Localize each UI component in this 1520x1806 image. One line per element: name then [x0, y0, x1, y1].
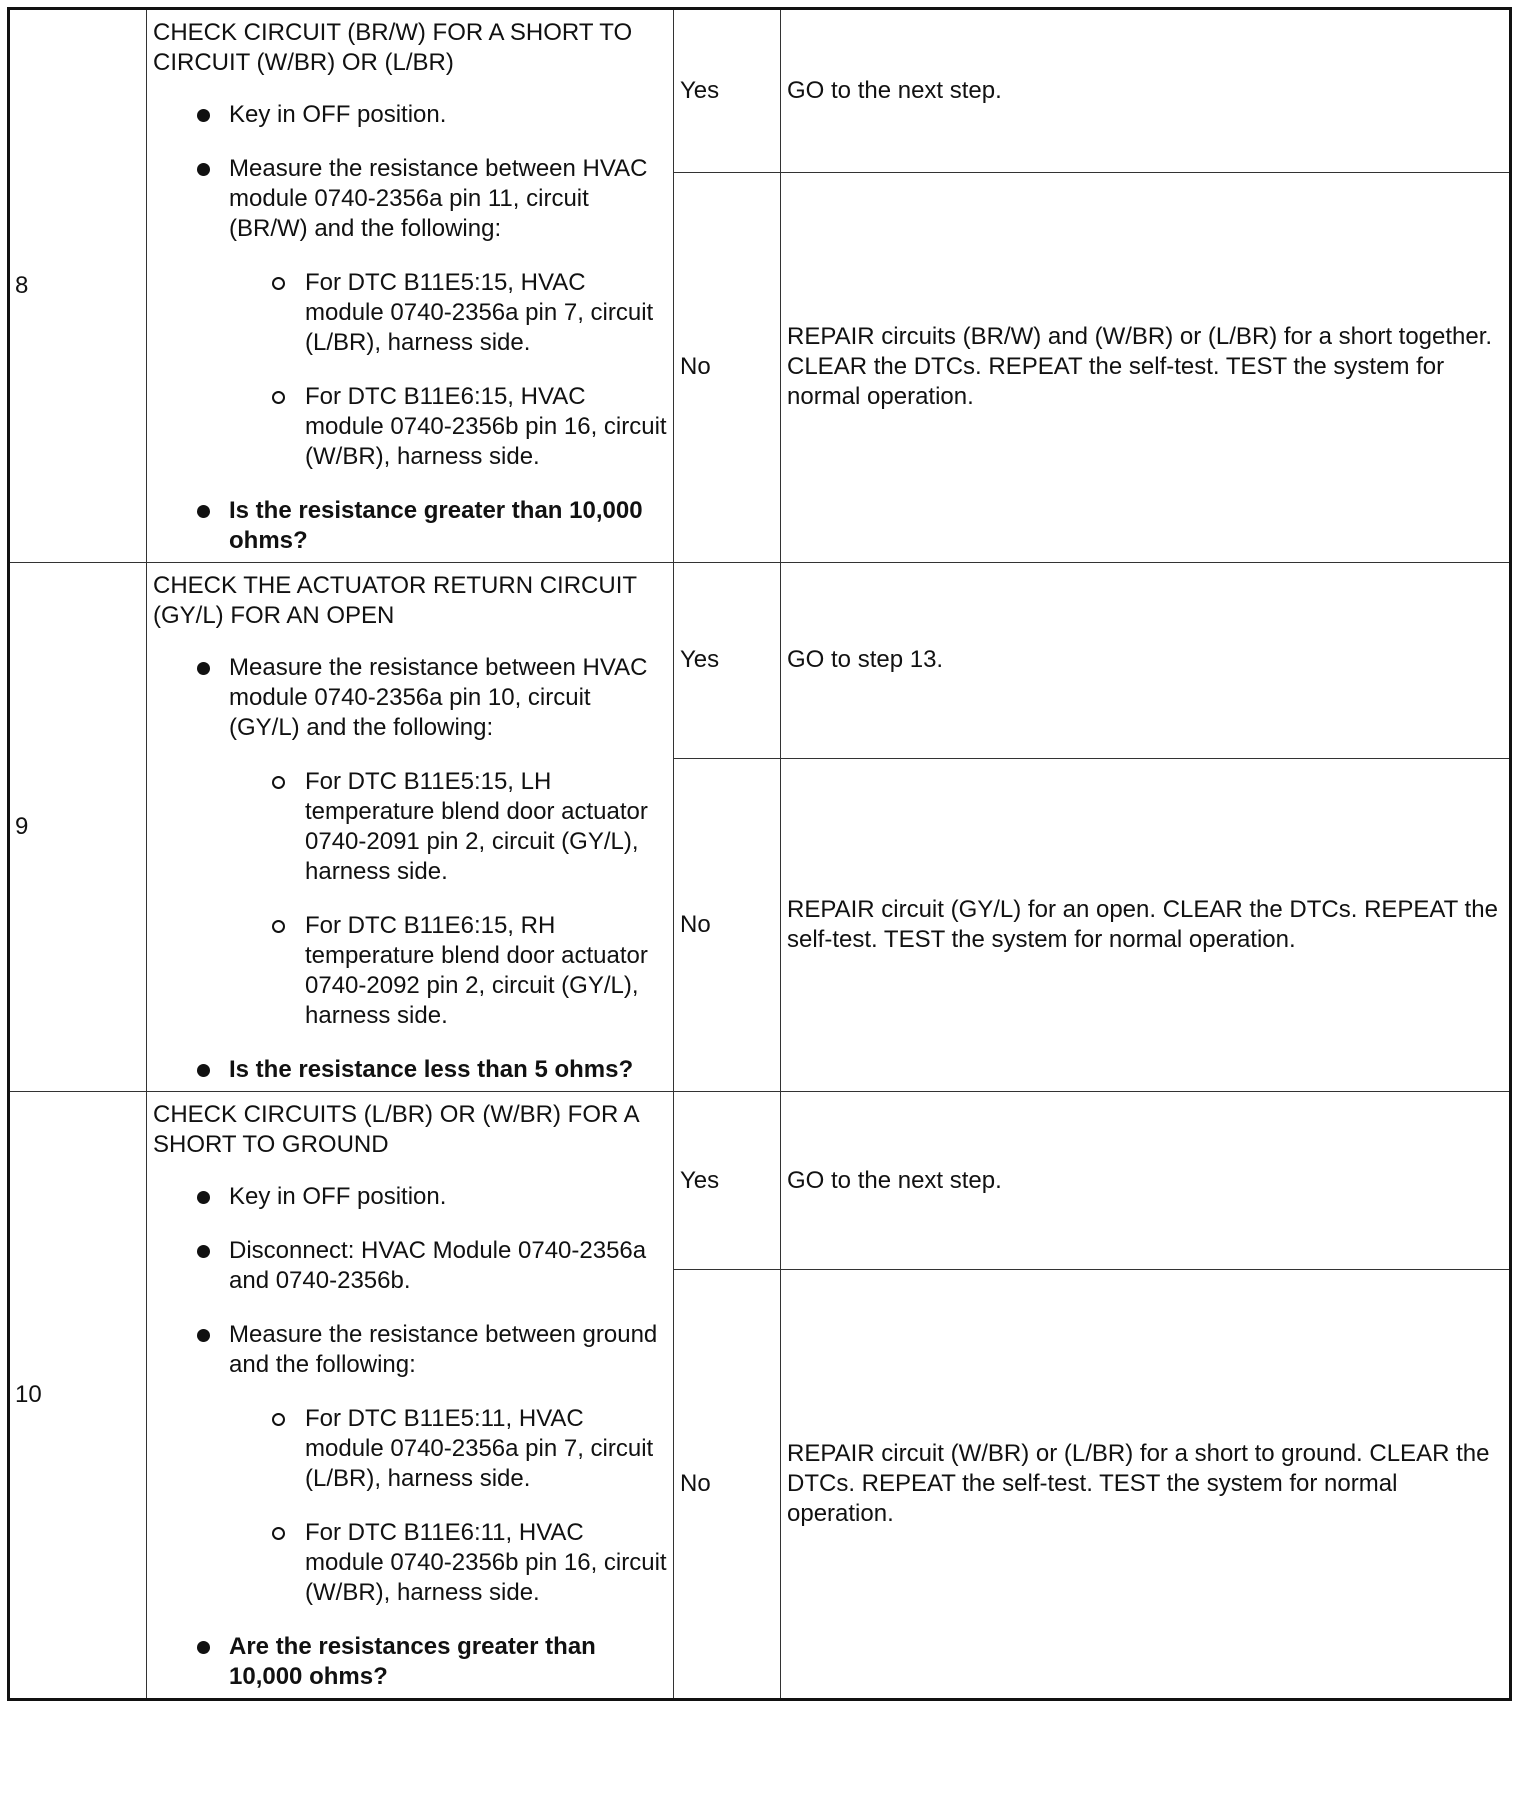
- answer-no-label: No: [680, 1470, 711, 1498]
- circle-bullet-icon: [272, 391, 285, 404]
- question-text: Is the resistance greater than 10,000 ohms?: [229, 497, 643, 554]
- bullet-icon: [197, 1329, 210, 1342]
- bullet-icon: [197, 1245, 210, 1258]
- answer-yes-label: Yes: [680, 646, 720, 674]
- question-text: Is the resistance less than 5 ohms?: [229, 1056, 634, 1083]
- procedure-item: [229, 154, 667, 472]
- procedure-item-text: Measure the resistance between HVAC module 0740-2356a pin 10, circuit (GY/L) and the following:: [229, 654, 648, 741]
- action-no: [781, 758, 1511, 1091]
- test-procedure-cell: [147, 9, 674, 563]
- answer-yes: [674, 1092, 781, 1270]
- procedure-item: [229, 1236, 667, 1296]
- action-yes-text: GO to the next step.: [787, 76, 1002, 104]
- procedure-item-text: Measure the resistance between ground and the following:: [229, 1321, 658, 1378]
- step-row-yes: [9, 563, 1511, 759]
- action-yes: [781, 563, 1511, 759]
- procedure-question: [229, 1055, 667, 1085]
- answer-yes-label: Yes: [680, 1166, 720, 1194]
- procedure-item: [229, 653, 667, 1031]
- circle-bullet-icon: [272, 277, 285, 290]
- action-no-text: REPAIR circuit (GY/L) for an open. CLEAR the DTCs. REPEAT the self-test. TEST the system for normal operation.: [787, 895, 1498, 953]
- bullet-icon: [197, 1064, 210, 1077]
- procedure-question: [229, 496, 667, 556]
- circle-bullet-icon: [272, 1413, 285, 1426]
- procedure-item-text: Key in OFF position.: [229, 1183, 447, 1210]
- sub-procedure-item: [305, 1518, 667, 1608]
- circle-bullet-icon: [272, 1527, 285, 1540]
- procedure-item-text: Disconnect: HVAC Module 0740-2356a and 0740-2356b.: [229, 1237, 647, 1294]
- diagnostic-test-table: [7, 7, 1512, 1701]
- question-text: Are the resistances greater than 10,000 ohms?: [229, 1633, 596, 1690]
- answer-yes: [674, 563, 781, 759]
- action-no-text: REPAIR circuits (BR/W) and (W/BR) or (L/BR) for a short together. CLEAR the DTCs. REPEAT the self-test. TEST the system for normal operation.: [787, 323, 1493, 411]
- answer-no: [674, 758, 781, 1091]
- sub-procedure-list: [229, 268, 667, 472]
- sub-procedure-text: For DTC B11E6:15, HVAC module 0740-2356b pin 16, circuit (W/BR), harness side.: [305, 383, 667, 470]
- action-no-text: REPAIR circuit (W/BR) or (L/BR) for a short to ground. CLEAR the DTCs. REPEAT the self-test. TEST the system for normal operation.: [787, 1440, 1490, 1528]
- procedure-list: [153, 100, 667, 556]
- step-number: [9, 9, 147, 563]
- answer-yes: [674, 9, 781, 173]
- procedure-item: [229, 1182, 667, 1212]
- action-no: [781, 1270, 1511, 1700]
- action-no: [781, 172, 1511, 562]
- sub-procedure-list: [229, 767, 667, 1031]
- answer-no-label: No: [680, 910, 711, 938]
- procedure-item: [229, 1320, 667, 1608]
- answer-no-label: No: [680, 353, 711, 381]
- test-title: CHECK CIRCUIT (BR/W) FOR A SHORT TO CIRCUIT (W/BR) OR (L/BR): [153, 19, 633, 76]
- step-row-yes: [9, 9, 1511, 173]
- sub-procedure-item: [305, 268, 667, 358]
- procedure-item-text: Measure the resistance between HVAC module 0740-2356a pin 11, circuit (BR/W) and the following:: [229, 155, 648, 242]
- sub-procedure-text: For DTC B11E6:11, HVAC module 0740-2356b pin 16, circuit (W/BR), harness side.: [305, 1519, 667, 1606]
- sub-procedure-item: [305, 1404, 667, 1494]
- step-number-text: 10: [15, 1381, 42, 1408]
- action-yes-text: GO to the next step.: [787, 1166, 1002, 1194]
- step-number: [9, 563, 147, 1092]
- test-procedure-cell: [147, 563, 674, 1092]
- action-yes: [781, 1092, 1511, 1270]
- procedure-list: [153, 1182, 667, 1692]
- step-number-text: 9: [15, 813, 29, 840]
- bullet-icon: [197, 1191, 210, 1204]
- sub-procedure-text: For DTC B11E5:15, HVAC module 0740-2356a pin 7, circuit (L/BR), harness side.: [305, 269, 654, 356]
- step-number-text: 8: [15, 272, 29, 299]
- sub-procedure-item: [305, 911, 667, 1031]
- answer-yes-label: Yes: [680, 76, 720, 104]
- test-procedure-cell: [147, 1092, 674, 1700]
- procedure-item-text: Key in OFF position.: [229, 101, 447, 128]
- circle-bullet-icon: [272, 776, 285, 789]
- test-title: CHECK THE ACTUATOR RETURN CIRCUIT (GY/L) FOR AN OPEN: [153, 572, 637, 629]
- procedure-list: [153, 653, 667, 1085]
- sub-procedure-list: [229, 1404, 667, 1608]
- bullet-icon: [197, 662, 210, 675]
- sub-procedure-text: For DTC B11E5:15, LH temperature blend door actuator 0740-2091 pin 2, circuit (GY/L), harness side.: [305, 768, 648, 885]
- test-title: CHECK CIRCUITS (L/BR) OR (W/BR) FOR A SHORT TO GROUND: [153, 1101, 639, 1158]
- sub-procedure-item: [305, 767, 667, 887]
- sub-procedure-text: For DTC B11E6:15, RH temperature blend door actuator 0740-2092 pin 2, circuit (GY/L), harness side.: [305, 912, 648, 1029]
- circle-bullet-icon: [272, 920, 285, 933]
- sub-procedure-item: [305, 382, 667, 472]
- bullet-icon: [197, 109, 210, 122]
- bullet-icon: [197, 505, 210, 518]
- sub-procedure-text: For DTC B11E5:11, HVAC module 0740-2356a pin 7, circuit (L/BR), harness side.: [305, 1405, 654, 1492]
- procedure-question: [229, 1632, 667, 1692]
- procedure-item: [229, 100, 667, 130]
- bullet-icon: [197, 1641, 210, 1654]
- answer-no: [674, 1270, 781, 1700]
- answer-no: [674, 172, 781, 562]
- action-yes-text: GO to step 13.: [787, 646, 944, 674]
- step-number: [9, 1092, 147, 1700]
- action-yes: [781, 9, 1511, 173]
- bullet-icon: [197, 163, 210, 176]
- step-row-yes: [9, 1092, 1511, 1270]
